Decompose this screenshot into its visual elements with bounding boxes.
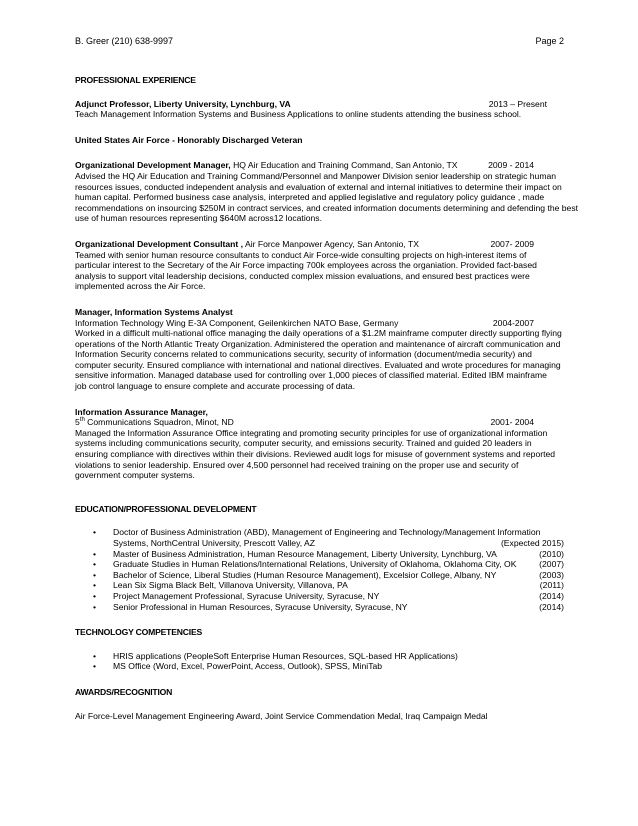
- job-org: HQ Air Education and Training Command, San Antonio, TX: [230, 160, 458, 171]
- resume-page: [75, 36, 579, 721]
- education-year: (2010): [539, 548, 564, 559]
- education-year: (2014): [539, 590, 564, 601]
- list-item: [75, 602, 564, 613]
- bullet-icon: •: [93, 527, 97, 538]
- technology-list: [75, 651, 564, 672]
- education-text: Graduate Studies in Human Relations/International Relations, University of Oklahoma, Oklahoma City, OK: [113, 559, 517, 570]
- job-line: Teamed with senior human resource consultants to conduct Air Force-wide consulting projects on high-interest items of: [75, 249, 527, 260]
- job-title: Manager, Information Systems Analyst: [75, 306, 233, 317]
- section-heading-education: EDUCATION/PROFESSIONAL DEVELOPMENT: [75, 503, 257, 514]
- job-dates: 2009 - 2014: [488, 160, 534, 171]
- job-line: computer security. Ensured compliance with international and national directives. Evaluated and wrote procedures for managing: [75, 359, 561, 370]
- education-year: (2007): [539, 559, 564, 570]
- list-item: [75, 651, 564, 662]
- header-contact: B. Greer (210) 638-9997: [75, 36, 174, 46]
- list-item: [75, 559, 564, 570]
- job-line: government computer systems.: [75, 470, 195, 481]
- job-line: violations to senior leadership. Ensured over 4,500 personnel had received training on the proper use and security of: [75, 459, 519, 470]
- page-number: Page 2: [535, 36, 564, 46]
- job-line: operations of the North Atlantic Treaty Organization. Administered the operation and maintenance of aircraft communication and: [75, 338, 561, 349]
- job-od-manager: [75, 160, 579, 224]
- job-title: Adjunct Professor, Liberty University, Lynchburg, VA: [75, 98, 291, 109]
- education-year: (Expected 2015): [500, 538, 564, 548]
- education-year: (2014): [539, 601, 564, 612]
- education-text-cont: Systems, NorthCentral University, Prescott Valley, AZ: [113, 538, 316, 548]
- education-text: Project Management Professional, Syracuse University, Syracuse, NY: [113, 590, 380, 601]
- list-item: [75, 527, 564, 548]
- bullet-icon: •: [93, 590, 97, 601]
- job-title: Organizational Development Manager,: [75, 160, 231, 171]
- job-line: implemented across the Air Force.: [75, 281, 206, 292]
- list-item: [75, 591, 564, 602]
- job-line: job control language to ensure complete and accurate processing of data.: [75, 381, 355, 392]
- job-org: Communications Squadron, Minot, ND: [84, 417, 234, 428]
- bullet-icon: •: [93, 580, 97, 591]
- section-heading-technology: TECHNOLOGY COMPETENCIES: [75, 627, 203, 638]
- education-year: (2011): [539, 580, 564, 591]
- job-adjunct: [75, 99, 564, 120]
- education-text: Doctor of Business Administration (ABD), Management of Engineering and Technology/Management Information: [113, 527, 541, 538]
- education-text: Bachelor of Science, Liberal Studies (Human Resource Management), Excelsior College, Albany, NY: [113, 569, 497, 580]
- awards-text: Air Force-Level Management Engineering Award, Joint Service Commendation Medal, Iraq Campaign Medal: [75, 710, 488, 721]
- job-title: Information Assurance Manager,: [75, 406, 208, 417]
- page-header: [75, 36, 564, 48]
- list-item: [75, 549, 564, 560]
- job-dates: 2013 – Present: [488, 98, 547, 109]
- list-item: [75, 580, 564, 591]
- bullet-icon: •: [93, 601, 97, 612]
- job-od-consultant: [75, 239, 564, 292]
- education-text: Senior Professional in Human Resources, Syracuse University, Syracuse, NY: [113, 601, 408, 612]
- job-org-number: 5: [75, 417, 80, 428]
- job-line: human capital. Performed business case analysis, interpreted and applied legislative and regulatory policy guidance , made: [75, 192, 545, 203]
- job-line: use of human resources representing $640M across12 locations.: [75, 213, 322, 224]
- bullet-icon: •: [93, 569, 97, 580]
- technology-text: HRIS applications (PeopleSoft Enterprise Human Resources, SQL-based HR Applications): [113, 650, 458, 661]
- job-description: Teach Management Information Systems and Business Applications to online students attending the business school.: [75, 109, 522, 120]
- job-line: particular interest to the Secretary of the Air Force impacting 700k employees across the organiation. Provided fact-based: [75, 260, 537, 271]
- job-dates: 2004-2007: [492, 317, 534, 328]
- job-dates: 2007- 2009: [490, 238, 534, 249]
- job-line: Managed the Information Assurance Office integrating and promoting security principles for use of organizational information: [75, 427, 548, 438]
- bullet-icon: •: [93, 661, 97, 672]
- job-line: systems including communications security, computer security, and emissions security. Trained and guided 20 leaders in: [75, 438, 532, 449]
- technology-text: MS Office (Word, Excel, PowerPoint, Access, Outlook), SPSS, MiniTab: [113, 661, 383, 672]
- job-line: Worked in a difficult multi-national office managing the daily operations of a $1.2M mainframe computer directly supporting flying: [75, 328, 562, 339]
- job-org: Air Force Manpower Agency, San Antonio, TX: [243, 238, 420, 249]
- job-line: resources issues, conducted independent analysis and evaluation of external and internal initiatives to determine their impact on: [75, 181, 562, 192]
- job-org-suffix: th: [79, 417, 85, 424]
- section-heading-awards: AWARDS/RECOGNITION: [75, 686, 173, 697]
- usaf-heading: United States Air Force - Honorably Discharged Veteran: [75, 134, 303, 145]
- job-ia-manager: [75, 407, 564, 481]
- job-dates: 2001- 2004: [490, 417, 534, 428]
- bullet-icon: •: [93, 548, 97, 559]
- bullet-icon: •: [93, 559, 97, 570]
- bullet-icon: •: [93, 650, 97, 661]
- job-line: ensuring compliance with directives within their divisions. Reviewed audit logs for misuse of government systems and reported: [75, 449, 556, 460]
- education-text: Master of Business Administration, Human Resource Management, Liberty University, Lynchburg, VA: [113, 548, 497, 559]
- education-text: Lean Six Sigma Black Belt, Villanova University, Villanova, PA: [113, 580, 348, 591]
- job-line: analysis to support vital leadership decisions, conducted complex mission evaluations, and ensured best practices were: [75, 270, 530, 281]
- job-line: Advised the HQ Air Education and Training Command/Personnel and Manpower Division senior leadership on strategic human: [75, 170, 557, 181]
- job-org: Information Technology Wing E-3A Component, Geilenkirchen NATO Base, Germany: [75, 317, 399, 328]
- job-line: Information Security concerns related to communications security, security of information (document/media security) and: [75, 349, 532, 360]
- job-line: recommendations on insourcing $250M in contract services, and created information documents determining and defending the best: [75, 202, 579, 213]
- list-item: [75, 661, 564, 672]
- education-list: [75, 527, 564, 612]
- list-item: [75, 570, 564, 581]
- section-heading-experience: PROFESSIONAL EXPERIENCE: [75, 75, 196, 85]
- job-line: sensitive information. Managed database used for controlling over 1,000 pieces of classified material. Edited IBM mainframe: [75, 370, 547, 381]
- education-year: (2003): [539, 569, 564, 580]
- job-title: Organizational Development Consultant ,: [75, 238, 244, 249]
- job-mis-manager: [75, 307, 564, 392]
